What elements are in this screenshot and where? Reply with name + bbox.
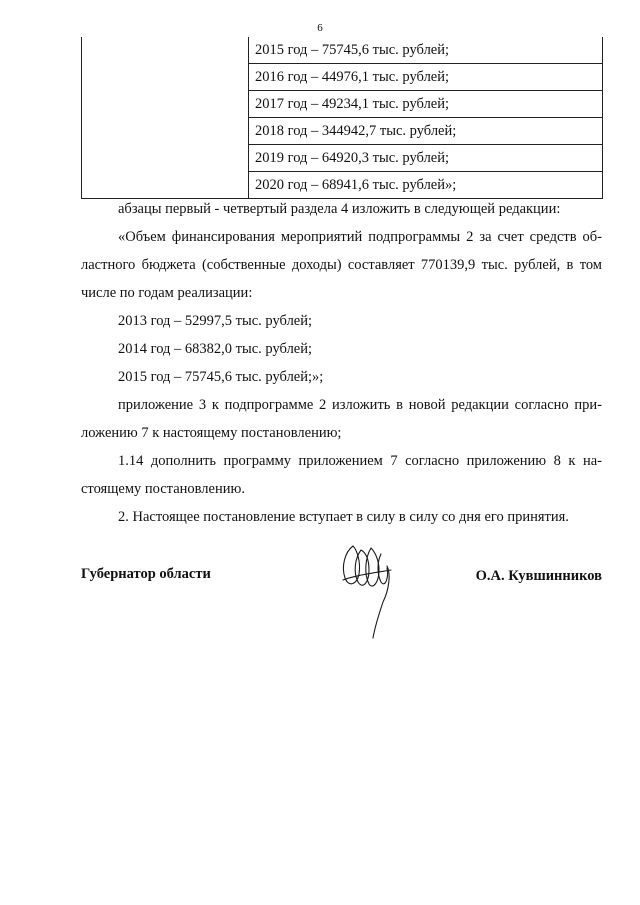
year-2014-line: 2014 год – 68382,0 тыс. рублей; (118, 341, 313, 357)
table-cell: 2018 год – 344942,7 тыс. рублей; (249, 118, 603, 145)
paragraph-sections-amendment: абзацы первый - четвертый раздела 4 изложить в следующей редакции: (118, 201, 561, 217)
handwritten-signature (331, 540, 411, 640)
funding-table (81, 37, 603, 199)
paragraph-financing-line-3: числе по годам реализации: (81, 285, 253, 301)
paragraph-financing-line-1: «Объем финансирования мероприятий подпрограммы 2 за счет средств об- (118, 229, 602, 245)
document-body (81, 195, 602, 531)
year-2015-line: 2015 год – 75745,6 тыс. рублей;»; (118, 369, 324, 385)
table-cell: 2020 год – 68941,6 тыс. рублей»; (249, 172, 603, 199)
year-2013-line: 2013 год – 52997,5 тыс. рублей; (118, 313, 313, 329)
signatory-title: Губернатор области (81, 566, 211, 582)
signature-block (81, 540, 602, 640)
table-cell: 2019 год – 64920,3 тыс. рублей; (249, 145, 603, 172)
signatory-name: О.А. Кувшинников (475, 568, 602, 584)
table-cell: 2017 год – 49234,1 тыс. рублей; (249, 91, 603, 118)
table-cell: 2016 год – 44976,1 тыс. рублей; (249, 64, 603, 91)
paragraph-appendix-line-1: приложение 3 к подпрограмме 2 изложить в новой редакции согласно при- (118, 397, 602, 413)
paragraph-clause-1-14-line-1: 1.14 дополнить программу приложением 7 согласно приложению 8 к на- (118, 453, 602, 469)
paragraph-effective-date: 2. Настоящее постановление вступает в силу в силу со дня его принятия. (118, 509, 569, 525)
page-number: 6 (317, 22, 323, 34)
paragraph-financing-line-2: ластного бюджета (собственные доходы) составляет 770139,9 тыс. рублей, в том (81, 257, 602, 273)
paragraph-appendix-line-2: ложению 7 к настоящему постановлению; (81, 425, 342, 441)
table-cell: 2015 год – 75745,6 тыс. рублей; (249, 37, 603, 64)
empty-left-cell (82, 37, 249, 199)
paragraph-clause-1-14-line-2: стоящему постановлению. (81, 481, 245, 497)
table-row (82, 37, 603, 64)
